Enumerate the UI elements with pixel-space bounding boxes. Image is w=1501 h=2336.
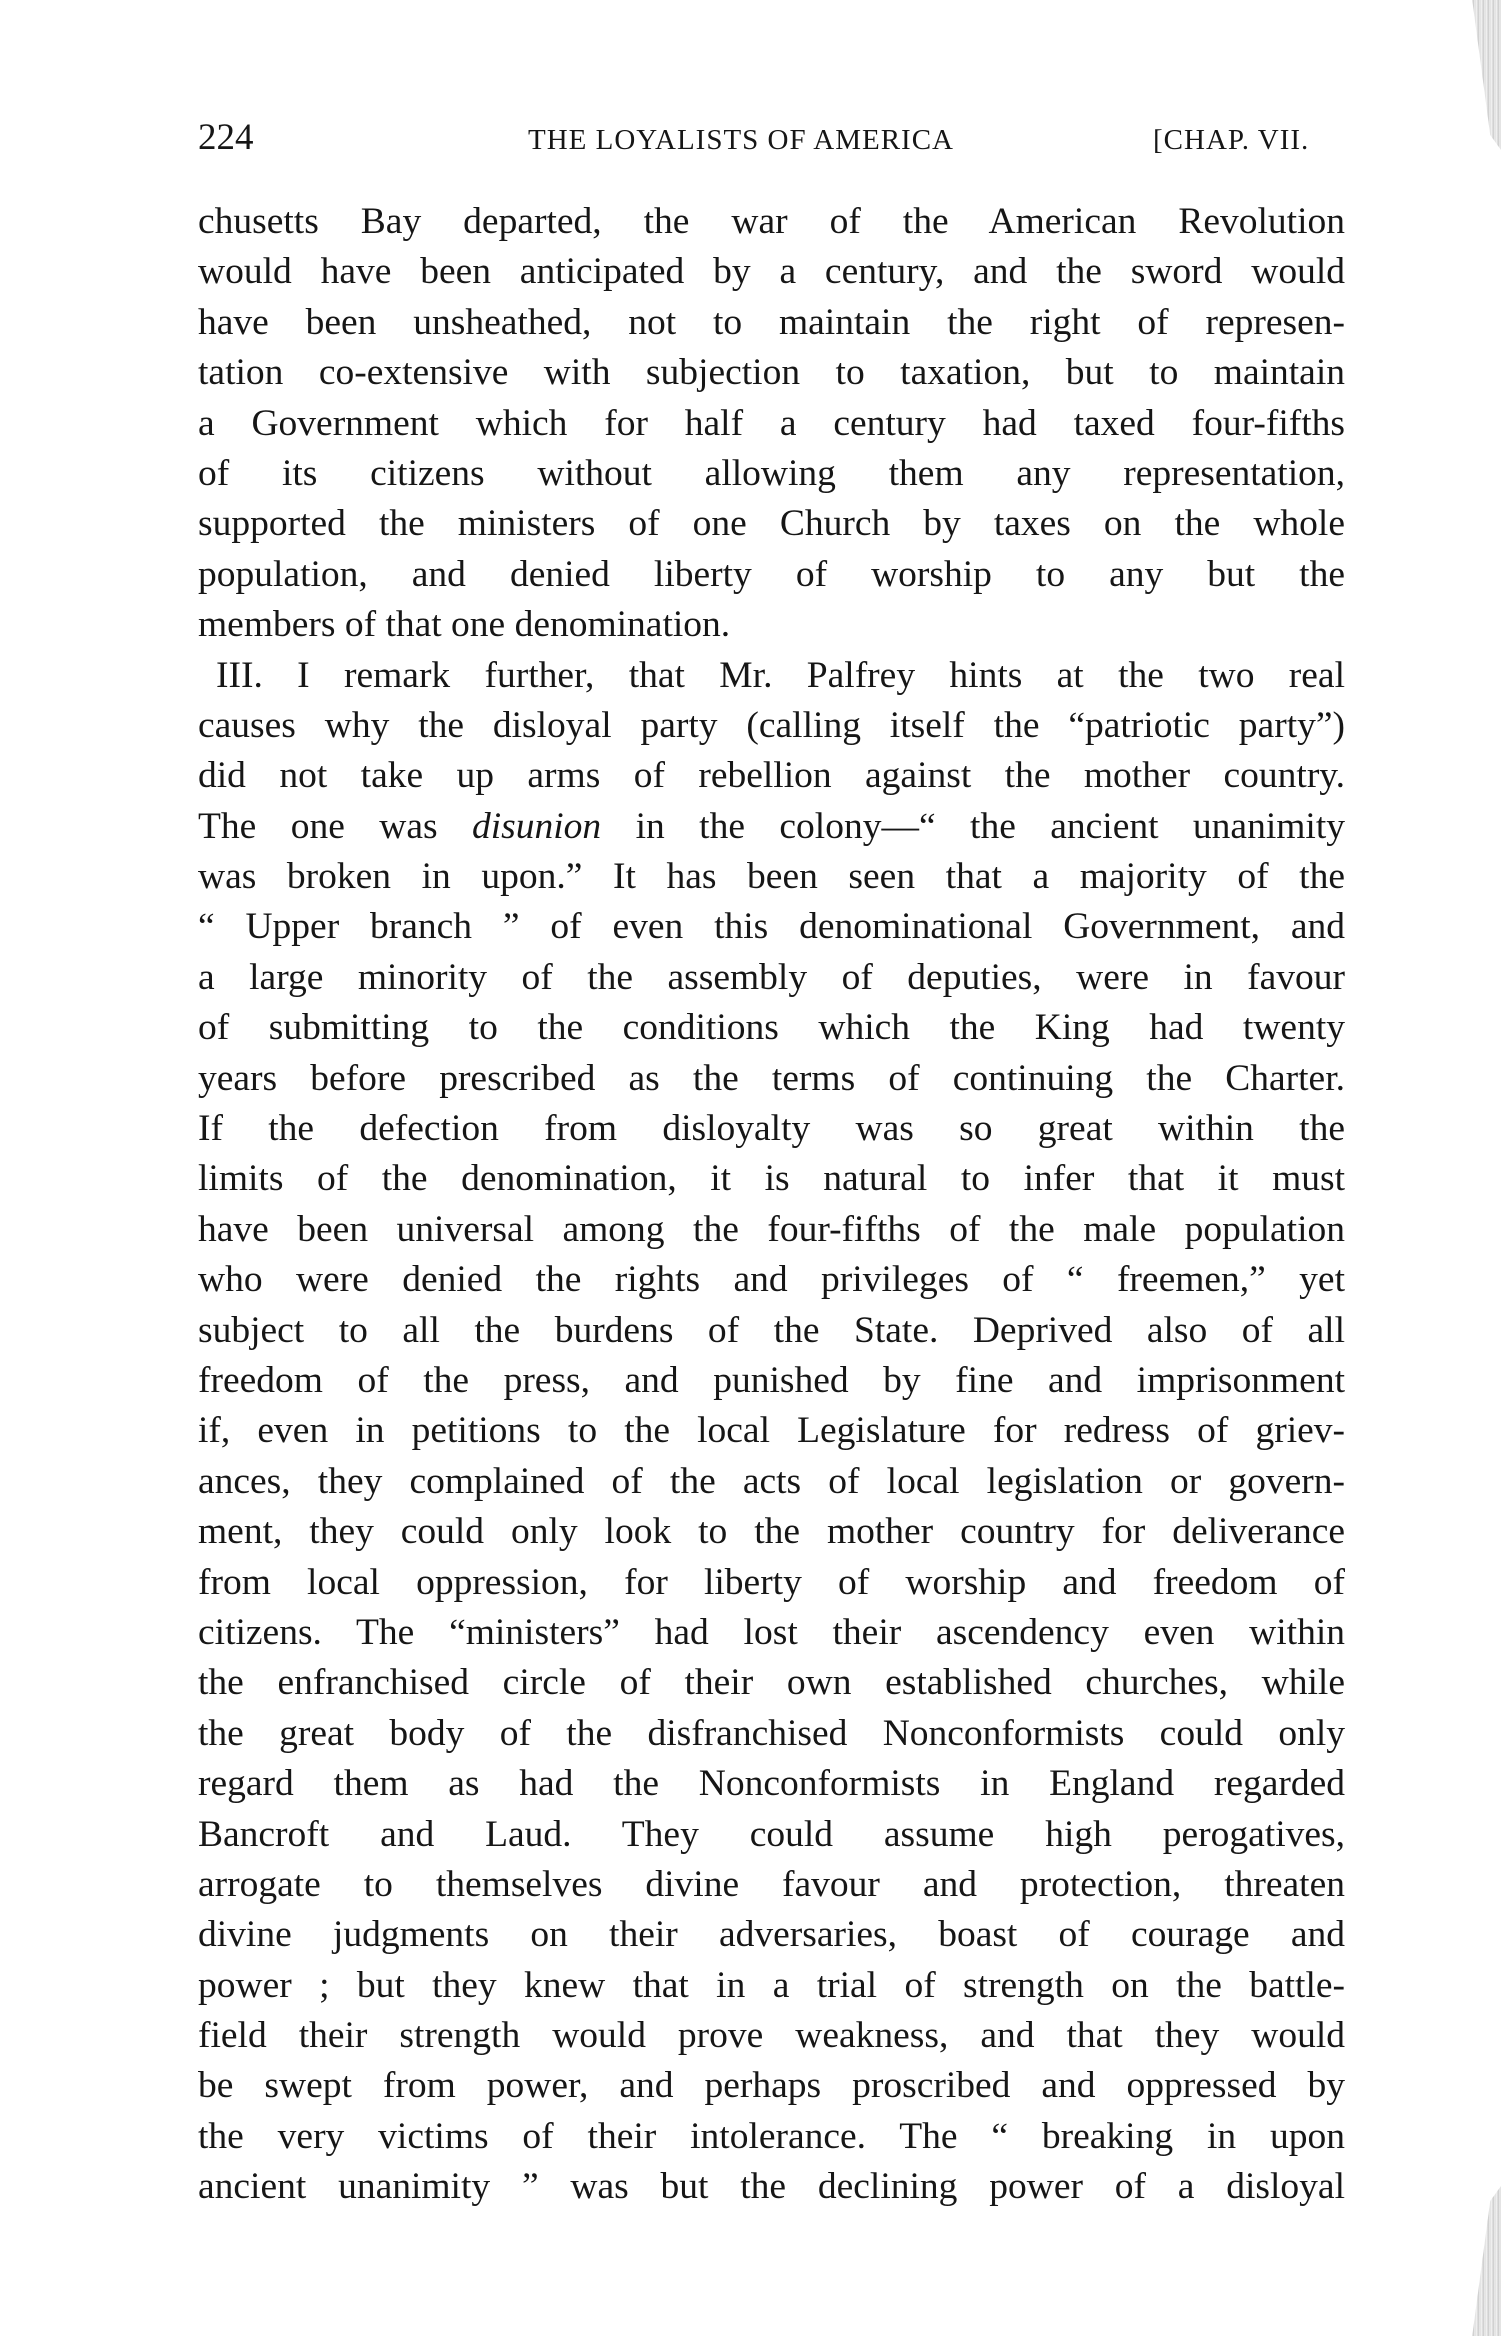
text-line-with-emphasis: The one was disunion in the colony—“ the ancient unanimity bbox=[198, 805, 1345, 847]
page-edge-shadow-top bbox=[1465, 0, 1501, 150]
paragraph-iii bbox=[198, 651, 1345, 2213]
running-header bbox=[198, 113, 1345, 163]
text-line: the enfranchised circle of their own established churches, while bbox=[198, 1662, 1345, 1704]
text-line: III. I remark further, that Mr. Palfrey hints at the two real bbox=[216, 654, 1345, 696]
running-title: THE LOYALISTS OF AMERICA bbox=[528, 124, 954, 156]
text-line: if, even in petitions to the local Legislature for redress of griev- bbox=[198, 1410, 1345, 1452]
text-line: would have been anticipated by a century, and the sword would bbox=[198, 251, 1345, 293]
text-line: was broken in upon.” It has been seen that a majority of the bbox=[198, 856, 1345, 898]
emphasized-word: disunion bbox=[472, 805, 602, 847]
text-line: field their strength would prove weakness, and that they would bbox=[198, 2015, 1345, 2057]
text-line: of submitting to the conditions which the King had twenty bbox=[198, 1007, 1345, 1049]
text-line: have been unsheathed, not to maintain the right of represen- bbox=[198, 301, 1345, 343]
text-line: population, and denied liberty of worship to any but the bbox=[198, 553, 1345, 595]
text-line: have been universal among the four-fifths of the male population bbox=[198, 1208, 1345, 1250]
text-line: limits of the denomination, it is natural to infer that it must bbox=[198, 1158, 1345, 1200]
page-edge-shadow-bottom bbox=[1465, 2186, 1501, 2336]
text-line: of its citizens without allowing them any representation, bbox=[198, 452, 1345, 494]
text-line: a large minority of the assembly of deputies, were in favour bbox=[198, 956, 1345, 998]
text-line: ances, they complained of the acts of local legislation or govern- bbox=[198, 1460, 1345, 1502]
text-line: regard them as had the Nonconformists in England regarded bbox=[198, 1763, 1345, 1805]
text-line: divine judgments on their adversaries, boast of courage and bbox=[198, 1914, 1345, 1956]
text-line: ancient unanimity ” was but the declining power of a disloyal bbox=[198, 2166, 1345, 2208]
text-line: chusetts Bay departed, the war of the American Revolution bbox=[198, 201, 1345, 242]
text-line: members of that one denomination. bbox=[198, 604, 731, 646]
text-line: citizens. The “ministers” had lost their ascendency even within bbox=[198, 1611, 1345, 1653]
text-line: who were denied the rights and privileges of “ freemen,” yet bbox=[198, 1259, 1345, 1301]
text-line: from local oppression, for liberty of worship and freedom of bbox=[198, 1561, 1345, 1603]
text-line: power ; but they knew that in a trial of strength on the battle- bbox=[198, 1964, 1345, 2006]
text-line: If the defection from disloyalty was so great within the bbox=[198, 1108, 1345, 1150]
text-line: be swept from power, and perhaps proscribed and oppressed by bbox=[198, 2065, 1345, 2107]
text-line: the great body of the disfranchised Nonconformists could only bbox=[198, 1712, 1345, 1754]
text-line: freedom of the press, and punished by fine and imprisonment bbox=[198, 1359, 1345, 1401]
text-line: subject to all the burdens of the State. Deprived also of all bbox=[198, 1309, 1345, 1351]
chapter-reference: [CHAP. VII. bbox=[1153, 124, 1310, 156]
text-line: “ Upper branch ” of even this denominational Government, and bbox=[198, 906, 1345, 948]
text-line: Bancroft and Laud. They could assume high perogatives, bbox=[198, 1813, 1345, 1855]
page-number: 224 bbox=[198, 117, 254, 158]
text-line: supported the ministers of one Church by taxes on the whole bbox=[198, 503, 1345, 545]
text-line: causes why the disloyal party (calling itself the “patriotic party”) bbox=[198, 704, 1345, 746]
text-line: arrogate to themselves divine favour and protection, threaten bbox=[198, 1863, 1345, 1905]
body-text bbox=[198, 197, 1345, 2213]
text-line: tation co-extensive with subjection to taxation, but to maintain bbox=[198, 352, 1345, 394]
text-line: years before prescribed as the terms of continuing the Charter. bbox=[198, 1057, 1345, 1099]
text-line: ment, they could only look to the mother country for deliverance bbox=[198, 1511, 1345, 1553]
text-line: did not take up arms of rebellion against the mother country. bbox=[198, 755, 1345, 797]
text-line: the very victims of their intolerance. The “ breaking in upon bbox=[198, 2115, 1345, 2157]
text-line: a Government which for half a century had taxed four-fifths bbox=[198, 402, 1345, 444]
paragraph-continued bbox=[198, 197, 1345, 651]
